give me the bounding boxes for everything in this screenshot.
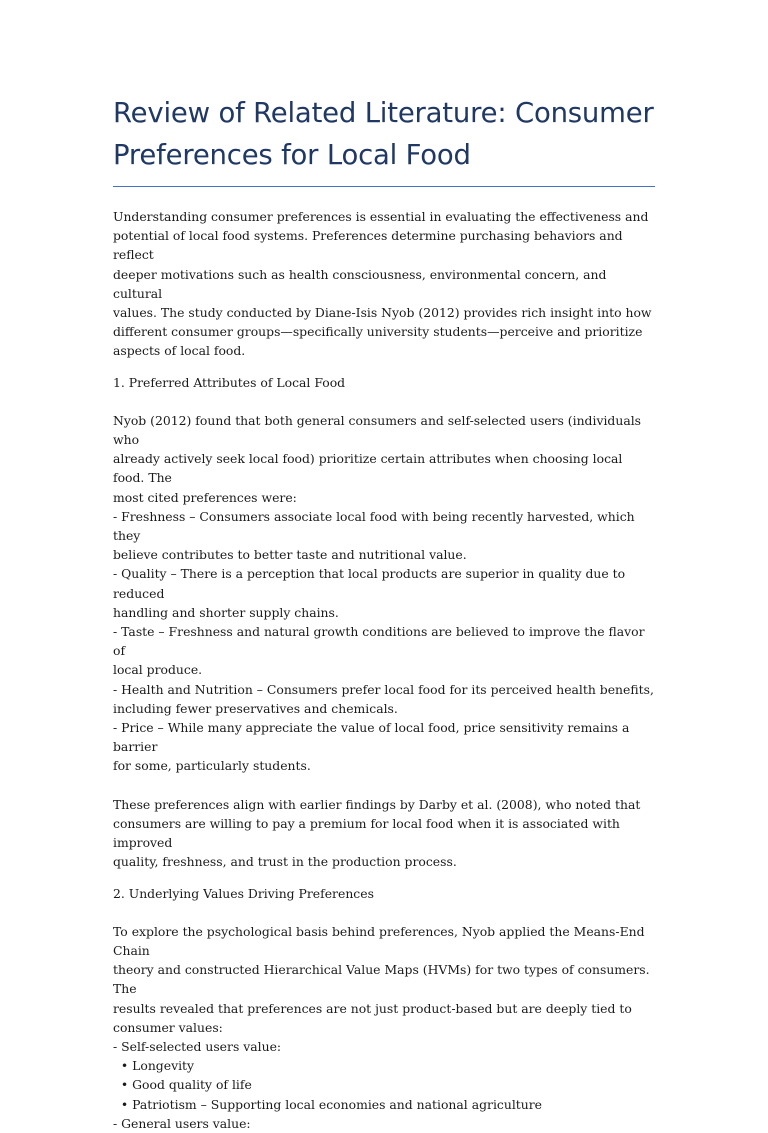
- document-page: [113, 0, 655, 1133]
- title-underline: [113, 186, 655, 187]
- section-1-heading: 1. Preferred Attributes of Local Food: [113, 374, 346, 390]
- section-1-body: Nyob (2012) found that both general consumers and self-selected users (individuals who already actively seek local food) prioritize certain attributes when choosing local food. The most cited preferences were: - Freshness – Consumers associate local food with being recently harvested, which they believe contributes to better taste and nutritional value. - Quality – There is a perception that local products are superior in quality due to reduced handling and shorter supply chains. - Taste – Freshness and natural growth conditions are believed to improve the flavor of local produce. - Health and Nutrition – Consumers prefer local food for its perceived health benefits, including fewer preservatives and chemicals. - Price – While many appreciate the value of local food, price sensitivity remains a barrier for some, particularly students.: [113, 412, 654, 774]
- section-1-followup: These preferences align with earlier findings by Darby et al. (2008), who noted that consumers are willing to pay a premium for local food when it is associated with improved quality, freshness, and trust in the production process.: [113, 796, 641, 870]
- document-title: Review of Related Literature: Consumer Preferences for Local Food: [113, 97, 654, 171]
- section-2-heading: 2. Underlying Values Driving Preferences: [113, 885, 374, 901]
- intro-paragraph: Understanding consumer preferences is essential in evaluating the effectiveness and potential of local food systems. Preferences determine purchasing behaviors and reflect deeper motivations such as health consciousness, environmental concern, and cultural values. The study conducted by Diane-Isis Nyob (2012) provides rich insight into how different consumer groups—specifically university students—perceive and prioritize aspects of local food.: [113, 209, 652, 359]
- section-2-body: To explore the psychological basis behind preferences, Nyob applied the Means-End Chain theory and constructed Hierarchical Value Maps (HVMs) for two types of consumers. The results revealed that preferences are not just product-based but are deeply tied to consumer values: - Self-selected users value: • Longevity • Good quality of life • Patriotism – Supporting local economies and national agriculture - General users value:: [113, 923, 650, 1131]
